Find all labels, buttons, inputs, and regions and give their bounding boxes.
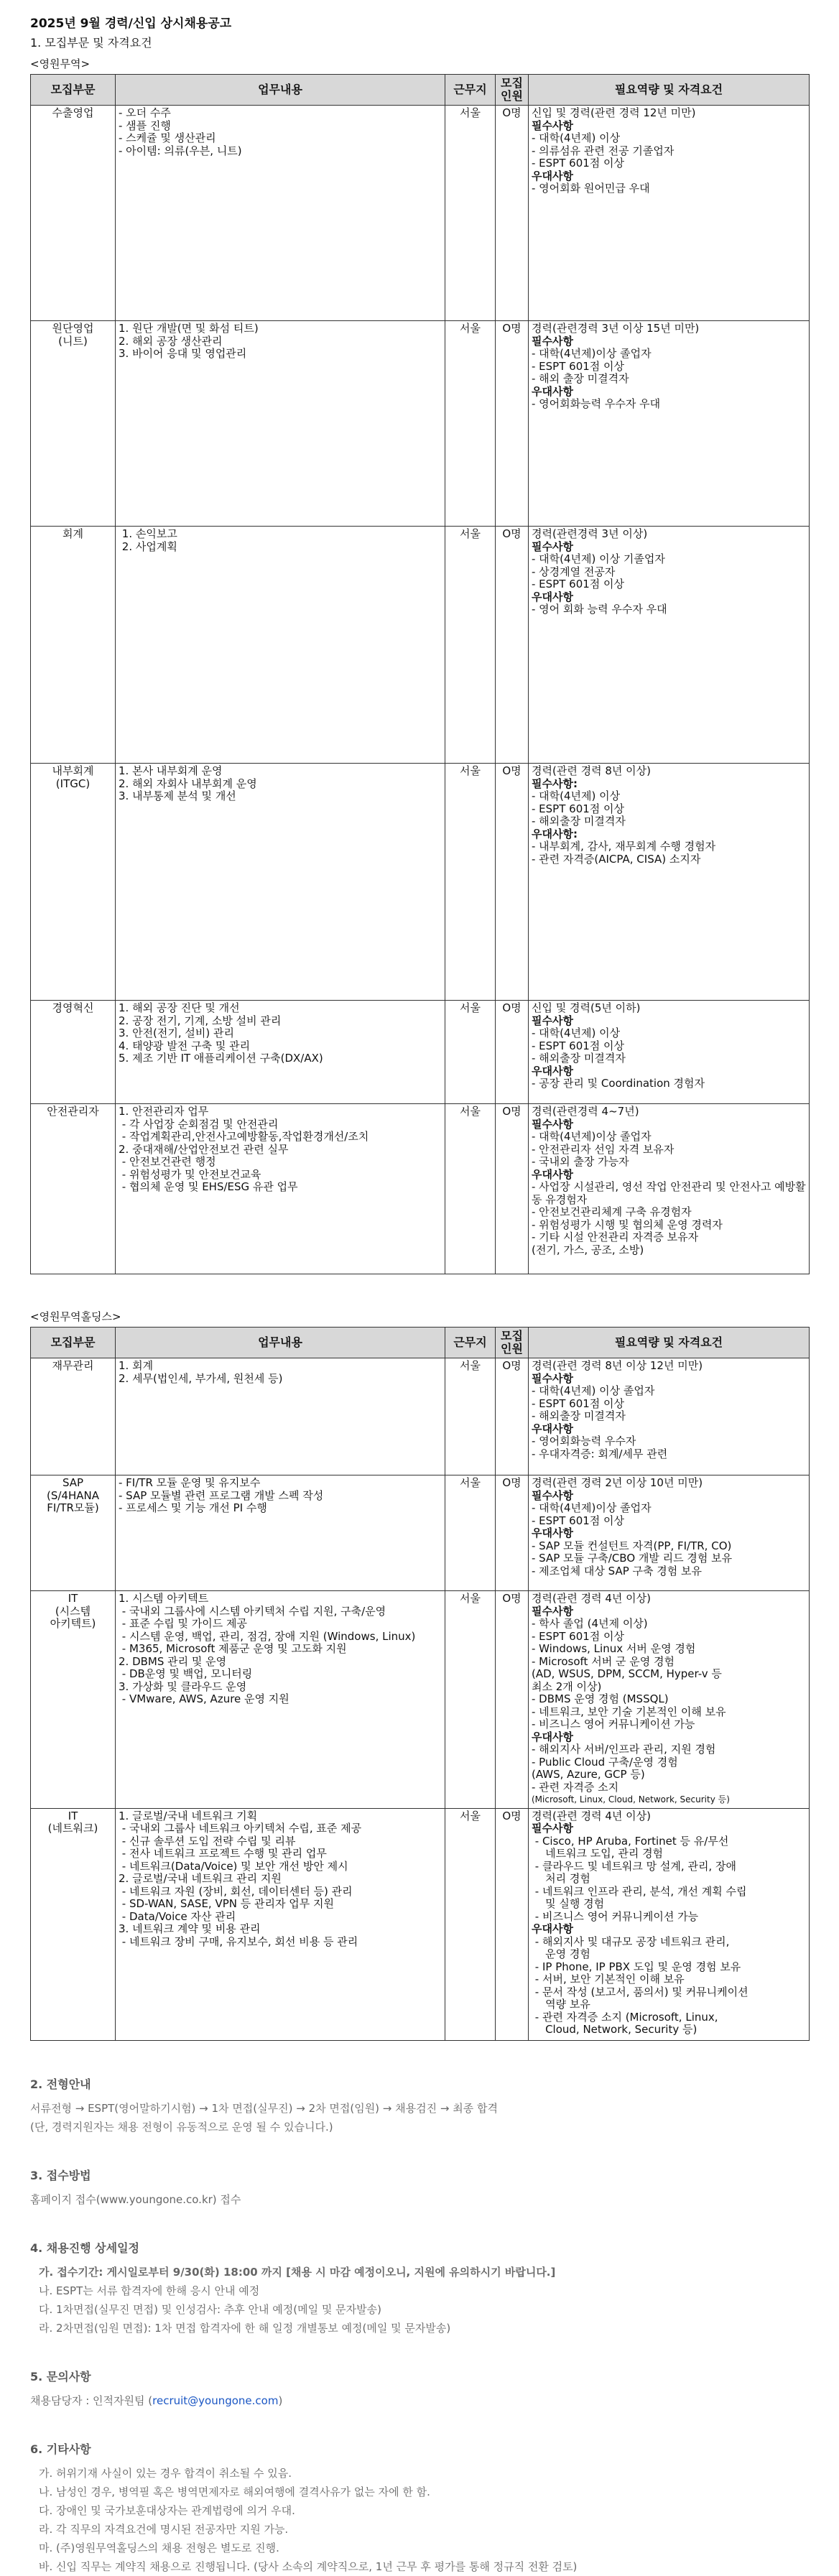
duty-line: - SAP 모듈별 관련 프로그램 개발 스펙 작성 bbox=[119, 1488, 324, 1502]
headcount-cell: O명 bbox=[496, 1104, 529, 1274]
requirement-line: - 우대자격증: 회계/세무 관련 bbox=[532, 1447, 668, 1460]
requirement-line: - 기타 시설 안전관리 자격증 보유자 bbox=[532, 1231, 699, 1243]
requirement-heading: 필수사항 bbox=[532, 1604, 573, 1618]
requirement-line: - IP Phone, IP PBX 도입 및 운영 경험 보유 bbox=[532, 1960, 741, 1973]
requirement-line: - 대학(4년제) 이상 bbox=[532, 1027, 621, 1039]
requirement-line: - ESPT 601점 이상 bbox=[532, 157, 625, 170]
requirement-line: - 해외지사 서버/인프라 관리, 지원 경험 bbox=[532, 1743, 716, 1756]
requirement-line: 운영 경험 bbox=[532, 1947, 590, 1960]
dept-cell: 경영혁신 bbox=[31, 1001, 116, 1104]
dept-cell: IT (네트워크) bbox=[31, 1808, 116, 2040]
requirement-line: 경력(관련 경력 4년 이상) bbox=[532, 1592, 651, 1605]
headcount-cell: O명 bbox=[496, 1001, 529, 1104]
table-row bbox=[31, 764, 810, 1001]
table-row bbox=[31, 1001, 810, 1104]
requirement-line: 처리 경험 bbox=[532, 1872, 590, 1885]
headcount-cell: O명 bbox=[496, 1808, 529, 2040]
location-cell: 서울 bbox=[445, 527, 496, 764]
duty-line: 1. 해외 공장 진단 및 개선 bbox=[119, 1001, 240, 1014]
duty-line: - 네트워크(Data/Voice) 및 보안 개선 방안 제시 bbox=[119, 1859, 348, 1873]
duty-line: 1. 안전관리자 업무 bbox=[119, 1105, 209, 1118]
section-6-line: 나. 남성인 경우, 병역필 혹은 병역면제자로 해외여행에 결격사유가 없는 자에 한 함. bbox=[39, 2485, 430, 2498]
requirements-cell bbox=[529, 1358, 810, 1475]
requirement-line: 경력(관련경력 4~7년) bbox=[532, 1105, 639, 1118]
page-title: 2025년 9월 경력/신입 상시채용공고 bbox=[30, 17, 232, 31]
dept-cell: 원단영업 (니트) bbox=[31, 321, 116, 527]
headcount-cell: O명 bbox=[496, 1475, 529, 1591]
duties-cell bbox=[116, 1001, 445, 1104]
duty-line: 1. 회계 bbox=[119, 1359, 154, 1372]
table-row bbox=[31, 1591, 810, 1809]
table-row bbox=[31, 527, 810, 764]
section-2-line: 서류전형 → ESPT(영어말하기시험) → 1차 면접(실무진) → 2차 면접(임원) → 채용검진 → 최종 합격 bbox=[30, 2101, 498, 2115]
requirement-line: - ESPT 601점 이상 bbox=[532, 578, 625, 590]
requirement-line: - 제조업체 대상 SAP 구축 경험 보유 bbox=[532, 1564, 703, 1577]
requirement-heading: 필수사항 bbox=[532, 1371, 573, 1385]
requirement-heading: 필수사항 bbox=[532, 1014, 573, 1027]
requirement-line: 경력(관련경력 3년 이상) bbox=[532, 527, 648, 540]
requirement-heading: 우대사항 bbox=[532, 1730, 573, 1743]
section-4-line: 다. 1차면접(실무진 면접) 및 인성검사: 추후 안내 예정(메일 및 문자발송) bbox=[39, 2302, 381, 2316]
column-header: 모집 인원 bbox=[496, 75, 529, 106]
location-cell: 서울 bbox=[445, 321, 496, 527]
section-2-line: (단, 경력지원자는 채용 전형이 유동적으로 운영 될 수 있습니다.) bbox=[30, 2120, 333, 2133]
section-6-line: 마. (주)영원무역홀딩스의 채용 전형은 별도로 진행. bbox=[39, 2541, 279, 2554]
duty-line: 1. 손익보고 bbox=[119, 527, 177, 540]
duties-cell bbox=[116, 1475, 445, 1591]
requirement-line: - 관련 자격증 소지 bbox=[532, 1780, 619, 1794]
requirement-line: - 대학(4년제) 이상 bbox=[532, 131, 621, 144]
requirement-line: - 안전보건관리체계 구축 유경험자 bbox=[532, 1205, 692, 1218]
duty-line: - 신규 솔루션 도입 전략 수립 및 리뷰 bbox=[119, 1834, 296, 1848]
requirement-line: 네트워크 도입, 관리 경험 bbox=[532, 1847, 664, 1860]
table-header-row bbox=[31, 1328, 810, 1358]
requirement-line: 경력(관련 경력 8년 이상 12년 미만) bbox=[532, 1359, 703, 1372]
section-6-line: 다. 장애인 및 국가보훈대상자는 관계법령에 의거 우대. bbox=[39, 2503, 295, 2517]
table-row bbox=[31, 1104, 810, 1274]
requirement-heading: 우대사항 bbox=[532, 1064, 573, 1078]
requirement-line: 및 실행 경험 bbox=[532, 1897, 605, 1910]
duty-line: - 작업계획관리,안전사고예방활동,작업환경개선/조치 bbox=[119, 1130, 369, 1143]
requirement-line: - 영어회화능력 우수자 bbox=[532, 1435, 636, 1447]
table-row bbox=[31, 106, 810, 321]
requirement-line: - 네트워크 인프라 관리, 분석, 개선 계획 수립 bbox=[532, 1884, 747, 1898]
requirement-line: - 사업장 시설관리, 영선 작업 안전관리 및 안전사고 예방활동 유경험자 bbox=[532, 1180, 806, 1206]
column-header: 모집 인원 bbox=[496, 1328, 529, 1358]
duties-cell bbox=[116, 106, 445, 321]
duty-line: 1. 본사 내부회계 운영 bbox=[119, 764, 223, 777]
requirement-line: - ESPT 601점 이상 bbox=[532, 1039, 625, 1052]
requirement-line: - 공장 관리 및 Coordination 경험자 bbox=[532, 1077, 705, 1090]
requirement-line: - DBMS 운영 경험 (MSSQL) bbox=[532, 1692, 669, 1705]
duties-cell bbox=[116, 1808, 445, 2040]
requirements-cell bbox=[529, 1104, 810, 1274]
dept-cell: 안전관리자 bbox=[31, 1104, 116, 1274]
column-header: 업무내용 bbox=[116, 1328, 445, 1358]
duty-line: - 위험성평가 및 안전보건교육 bbox=[119, 1167, 261, 1181]
requirement-line: - ESPT 601점 이상 bbox=[532, 1514, 625, 1527]
duty-line: 2. 사업계획 bbox=[119, 539, 177, 553]
requirement-line: - 영어회화능력 우수자 우대 bbox=[532, 397, 661, 410]
requirement-heading: 필수사항 bbox=[532, 1117, 573, 1131]
section-6 bbox=[30, 2440, 809, 2576]
duty-line: 2. 공장 전기, 기계, 소방 설비 관리 bbox=[119, 1014, 282, 1027]
guide-sections bbox=[30, 2075, 809, 2576]
table-header-row bbox=[31, 75, 810, 106]
duty-line: - 국내외 그룹사에 시스템 아키텍처 수립 지원, 구축/운영 bbox=[119, 1604, 386, 1618]
duty-line: 1. 글로벌/국내 네트워크 기획 bbox=[119, 1809, 258, 1822]
requirement-line: - ESPT 601점 이상 bbox=[532, 1396, 625, 1410]
section-2-heading: 2. 전형안내 bbox=[30, 2077, 91, 2091]
section-1-heading: 1. 모집부문 및 자격요건 bbox=[30, 36, 152, 50]
duty-line: - Data/Voice 자산 관리 bbox=[119, 1909, 236, 1923]
duty-line: - 프로세스 및 기능 개선 PI 수행 bbox=[119, 1501, 267, 1514]
requirement-line: - 클라우드 및 네트워크 망 설계, 관리, 장애 bbox=[532, 1859, 736, 1873]
requirement-line: 신입 및 경력(5년 이하) bbox=[532, 1001, 641, 1014]
requirement-line: - Windows, Linux 서버 운영 경험 bbox=[532, 1642, 696, 1655]
requirement-line: - 국내외 출장 가능자 bbox=[532, 1155, 629, 1168]
requirement-line: - 관련 자격증(AICPA, CISA) 소지자 bbox=[532, 852, 701, 866]
group-name: <영원무역홀딩스> bbox=[30, 1310, 121, 1323]
duty-line: 3. 네트워크 계약 및 비용 관리 bbox=[119, 1922, 261, 1935]
group-name: <영원무역> bbox=[30, 57, 91, 70]
duty-line: - 네트워크 자원 (장비, 회선, 데이터센터 등) 관리 bbox=[119, 1884, 353, 1898]
duty-line: - 네트워크 장비 구매, 유지보수, 회선 비용 등 관리 bbox=[119, 1935, 358, 1948]
requirement-heading: 필수사항 bbox=[532, 1822, 573, 1835]
dept-cell: SAP (S/4HANA FI/TR모듈) bbox=[31, 1475, 116, 1591]
location-cell: 서울 bbox=[445, 1475, 496, 1591]
duties-cell bbox=[116, 527, 445, 764]
requirement-line: - 비즈니스 영어 커뮤니케이션 가능 bbox=[532, 1909, 699, 1923]
duty-line: 2. 글로벌/국내 네트워크 관리 지원 bbox=[119, 1872, 282, 1885]
headcount-cell: O명 bbox=[496, 1358, 529, 1475]
dept-cell: 수출영업 bbox=[31, 106, 116, 321]
requirement-line: - ESPT 601점 이상 bbox=[532, 359, 625, 373]
requirement-heading: 우대사항 bbox=[532, 1526, 573, 1539]
location-cell: 서울 bbox=[445, 1591, 496, 1809]
requirement-line: - 대학(4년제)이상 졸업자 bbox=[532, 1130, 652, 1143]
duty-line: - 표준 수립 및 가이드 제공 bbox=[119, 1617, 247, 1630]
requirement-line: - 해외출장 미결격자 bbox=[532, 1052, 626, 1065]
requirement-line: - 대학(4년제) 이상 졸업자 bbox=[532, 1384, 655, 1397]
duty-line: - FI/TR 모듈 운영 및 유지보수 bbox=[119, 1476, 261, 1489]
headcount-cell: O명 bbox=[496, 106, 529, 321]
duty-line: - 오더 수주 bbox=[119, 106, 171, 119]
duty-line: - 시스템 운영, 백업, 관리, 점검, 장애 지원 (Windows, Linux) bbox=[119, 1629, 416, 1643]
location-cell: 서울 bbox=[445, 106, 496, 321]
requirements-cell bbox=[529, 527, 810, 764]
headcount-cell: O명 bbox=[496, 527, 529, 764]
requirement-line: (Microsoft, Linux, Cloud, Network, Security 등) bbox=[532, 1794, 730, 1804]
requirement-line: - 해외출장 미결격자 bbox=[532, 1409, 626, 1422]
location-cell: 서울 bbox=[445, 1358, 496, 1475]
column-header: 모집부문 bbox=[31, 1328, 116, 1358]
headcount-cell: O명 bbox=[496, 1591, 529, 1809]
section-3-heading: 3. 접수방법 bbox=[30, 2168, 91, 2182]
section-4-line: 라. 2차면접(임원 면접): 1차 면접 합격자에 한 해 일정 개별통보 예정(메일 및 문자발송) bbox=[39, 2321, 451, 2335]
dept-cell: 재무관리 bbox=[31, 1358, 116, 1475]
requirement-line: - SAP 모듈 컨설턴트 자격(PP, FI/TR, CO) bbox=[532, 1539, 732, 1552]
requirement-heading: 필수사항 bbox=[532, 539, 573, 553]
duty-line: - DB운영 및 백업, 모니터링 bbox=[119, 1667, 253, 1680]
section-3 bbox=[30, 2167, 809, 2209]
section-4-heading: 4. 채용진행 상세일정 bbox=[30, 2241, 139, 2255]
duty-line: - 아이템: 의류(우븐, 니트) bbox=[119, 144, 242, 157]
duties-cell bbox=[116, 1591, 445, 1809]
section-5-heading: 5. 문의사항 bbox=[30, 2369, 91, 2383]
requirement-line: 최소 2개 이상) bbox=[532, 1680, 602, 1693]
duty-line: 2. 해외 자회사 내부회계 운영 bbox=[119, 777, 257, 790]
section-6-heading: 6. 기타사항 bbox=[30, 2442, 91, 2456]
requirement-heading: 우대사항 bbox=[532, 1167, 573, 1181]
requirement-line: 경력(관련 경력 8년 이상) bbox=[532, 764, 651, 777]
requirement-line: - ESPT 601점 이상 bbox=[532, 1629, 625, 1643]
requirements-cell bbox=[529, 1808, 810, 2040]
section-4 bbox=[30, 2239, 809, 2338]
section-2 bbox=[30, 2075, 809, 2136]
location-cell: 서울 bbox=[445, 764, 496, 1001]
requirements-cell bbox=[529, 1591, 810, 1809]
requirement-line: - 안전관리자 선임 자격 보유자 bbox=[532, 1142, 675, 1156]
duty-line: - VMware, AWS, Azure 운영 지원 bbox=[119, 1692, 289, 1705]
duty-line: 5. 제조 기반 IT 애플리케이션 구축(DX/AX) bbox=[119, 1052, 323, 1065]
duty-line: 2. 해외 공장 생산관리 bbox=[119, 334, 223, 348]
location-cell: 서울 bbox=[445, 1001, 496, 1104]
duty-line: - 전사 네트워크 프로젝트 수행 및 관리 업무 bbox=[119, 1847, 327, 1860]
requirement-line: (전기, 가스, 공조, 소방) bbox=[532, 1243, 644, 1256]
dept-cell: IT (시스템 아키텍트) bbox=[31, 1591, 116, 1809]
requirement-line: - 대학(4년제)이상 졸업자 bbox=[532, 347, 652, 360]
requirement-heading: 우대사항: bbox=[532, 827, 578, 840]
requirement-line: 경력(관련 경력 4년 이상) bbox=[532, 1809, 651, 1822]
duty-line: 3. 내부통제 분석 및 개선 bbox=[119, 789, 236, 802]
table-row bbox=[31, 321, 810, 527]
requirement-heading: 우대사항 bbox=[532, 1922, 573, 1935]
table-row bbox=[31, 1358, 810, 1475]
requirement-line: - ESPT 601점 이상 bbox=[532, 802, 625, 815]
requirements-cell bbox=[529, 106, 810, 321]
requirement-heading: 필수사항: bbox=[532, 777, 578, 790]
duties-cell bbox=[116, 764, 445, 1001]
requirement-line: - 해외 출장 미결격자 bbox=[532, 372, 629, 385]
contact-prefix: 채용담당자 : 인적자원팀 ( bbox=[30, 2394, 153, 2407]
requirement-line: - 내부회계, 감사, 재무회계 수행 경험자 bbox=[532, 840, 716, 853]
duty-line: - SD-WAN, SASE, VPN 등 관리자 업무 지원 bbox=[119, 1897, 334, 1910]
requirement-line: - 관련 자격증 소지 (Microsoft, Linux, bbox=[532, 2010, 718, 2024]
duty-line: - 국내외 그룹사 네트워크 아키텍처 수립, 표준 제공 bbox=[119, 1822, 362, 1835]
headcount-cell: O명 bbox=[496, 321, 529, 527]
requirement-line: 경력(관련 경력 2년 이상 10년 미만) bbox=[532, 1476, 703, 1489]
requirement-heading: 필수사항 bbox=[532, 1488, 573, 1502]
column-header: 모집부문 bbox=[31, 75, 116, 106]
duty-line: 2. 세무(법인세, 부가세, 원천세 등) bbox=[119, 1371, 283, 1385]
table-row bbox=[31, 1475, 810, 1591]
requirement-line: Cloud, Network, Security 등) bbox=[532, 2023, 697, 2036]
duty-line: - 각 사업장 순회점검 및 안전관리 bbox=[119, 1117, 279, 1131]
requirement-line: - 문서 작성 (보고서, 품의서) 및 커뮤니케이션 bbox=[532, 1985, 748, 1998]
section-6-line: 라. 각 직무의 자격요건에 명시된 전공자만 지원 가능. bbox=[39, 2522, 289, 2536]
requirement-line: - 대학(4년제) 이상 기졸업자 bbox=[532, 552, 665, 565]
requirement-line: 신입 및 경력(관련 경력 12년 미만) bbox=[532, 106, 696, 119]
requirement-line: - 영어 회화 능력 우수자 우대 bbox=[532, 603, 667, 616]
duties-cell bbox=[116, 321, 445, 527]
duty-line: 3. 가상화 및 클라우드 운영 bbox=[119, 1680, 247, 1693]
duty-line: - 샘플 진행 bbox=[119, 119, 171, 132]
requirements-cell bbox=[529, 764, 810, 1001]
requirement-line: (AD, WSUS, DPM, SCCM, Hyper-v 등 bbox=[532, 1667, 722, 1680]
requirement-line: (AWS, Azure, GCP 등) bbox=[532, 1768, 645, 1781]
requirement-line: - 의류섬유 관련 전공 기졸업자 bbox=[532, 144, 675, 157]
location-cell: 서울 bbox=[445, 1104, 496, 1274]
requirement-line: 경력(관련경력 3년 이상 15년 미만) bbox=[532, 322, 700, 335]
duty-line: - 스케쥴 및 생산관리 bbox=[119, 131, 216, 144]
requirement-line: - 서버, 보안 기본적인 이해 보유 bbox=[532, 1973, 685, 1986]
duty-line: 3. 바이어 응대 및 영업관리 bbox=[119, 347, 247, 360]
recruitment-table bbox=[30, 74, 810, 1274]
section-6-line: 가. 허위기재 사실이 있는 경우 합격이 취소될 수 있음. bbox=[39, 2466, 292, 2480]
contact-line bbox=[30, 2391, 809, 2410]
requirement-line: - 비즈니스 영어 커뮤니케이션 가능 bbox=[532, 1718, 695, 1731]
duty-line: 1. 시스템 아키텍트 bbox=[119, 1592, 209, 1605]
recruit-email-link[interactable]: recruit@youngone.com bbox=[152, 2394, 279, 2407]
duty-line: - M365, Microsoft 제품군 운영 및 고도화 지원 bbox=[119, 1642, 347, 1655]
requirement-heading: 우대사항 bbox=[532, 169, 573, 182]
requirement-line: - SAP 모듈 구축/CBO 개발 리드 경험 보유 bbox=[532, 1552, 733, 1565]
requirement-heading: 우대사항 bbox=[532, 384, 573, 398]
duty-line: 1. 원단 개발(면 및 화섬 티트) bbox=[119, 322, 259, 335]
column-header: 필요역량 및 자격요건 bbox=[529, 1328, 810, 1358]
requirement-heading: 우대사항 bbox=[532, 590, 573, 603]
requirement-line: 역량 보유 bbox=[532, 1998, 590, 2011]
duty-line: 3. 안전(전기, 설비) 관리 bbox=[119, 1027, 235, 1039]
requirement-line: - 대학(4년제) 이상 bbox=[532, 789, 621, 802]
duty-line: 4. 태양광 발전 구축 및 관리 bbox=[119, 1039, 251, 1052]
location-cell: 서울 bbox=[445, 1808, 496, 2040]
requirement-line: - 학사 졸업 (4년제 이상) bbox=[532, 1617, 648, 1630]
duty-line: 2. DBMS 관리 및 운영 bbox=[119, 1654, 227, 1668]
requirement-line: - Microsoft 서버 군 운영 경험 bbox=[532, 1654, 675, 1668]
requirements-cell bbox=[529, 1001, 810, 1104]
requirement-line: - 네트워크, 보안 기술 기본적인 이해 보유 bbox=[532, 1705, 726, 1718]
duties-cell bbox=[116, 1358, 445, 1475]
column-header: 필요역량 및 자격요건 bbox=[529, 75, 810, 106]
requirement-line: - 해외출장 미결격자 bbox=[532, 815, 626, 828]
requirements-cell bbox=[529, 321, 810, 527]
duty-line: - 협의체 운영 및 EHS/ESG 유관 업무 bbox=[119, 1180, 298, 1193]
requirement-heading: 우대사항 bbox=[532, 1422, 573, 1435]
recruitment-groups bbox=[30, 56, 809, 2041]
requirements-cell bbox=[529, 1475, 810, 1591]
duty-line: - 안전보건관련 행정 bbox=[119, 1155, 216, 1168]
requirement-line: - 해외지사 및 대규모 공장 네트워크 관리, bbox=[532, 1935, 730, 1948]
section-6-line: 바. 신입 직무는 계약직 채용으로 진행됩니다. (당사 소속의 계약직으로, 1년 근무 후 평가를 통해 정규직 전환 검토) bbox=[39, 2559, 578, 2573]
recruitment-table bbox=[30, 1327, 810, 2041]
dept-cell: 내부회계 (ITGC) bbox=[31, 764, 116, 1001]
headcount-cell: O명 bbox=[496, 764, 529, 1001]
table-row bbox=[31, 1808, 810, 2040]
requirement-line: - 영어회화 원어민급 우대 bbox=[532, 182, 650, 195]
column-header: 근무지 bbox=[445, 1328, 496, 1358]
section-4-line: 나. ESPT는 서류 합격자에 한해 응시 안내 예정 bbox=[39, 2284, 260, 2297]
requirement-line: - Cisco, HP Aruba, Fortinet 등 유/무선 bbox=[532, 1834, 729, 1848]
section-5 bbox=[30, 2368, 809, 2410]
requirement-heading: 필수사항 bbox=[532, 334, 573, 348]
requirement-heading: 필수사항 bbox=[532, 119, 573, 132]
contact-suffix: ) bbox=[278, 2394, 283, 2407]
duty-line: 2. 중대재해/산업안전보건 관련 실무 bbox=[119, 1142, 289, 1156]
requirement-line: - Public Cloud 구축/운영 경험 bbox=[532, 1755, 678, 1769]
duties-cell bbox=[116, 1104, 445, 1274]
section-3-line: 홈페이지 접수(www.youngone.co.kr) 접수 bbox=[30, 2192, 241, 2206]
requirement-line: - 상경계열 전공자 bbox=[532, 565, 616, 578]
application-period: 가. 접수기간: 게시일로부터 9/30(화) 18:00 까지 [채용 시 마감 예정이오니, 지원에 유의하시기 바랍니다.] bbox=[39, 2265, 556, 2279]
requirement-line: - 대학(4년제)이상 졸업자 bbox=[532, 1501, 652, 1514]
column-header: 근무지 bbox=[445, 75, 496, 106]
column-header: 업무내용 bbox=[116, 75, 445, 106]
requirement-line: - 위험성평가 시행 및 협의체 운영 경력자 bbox=[532, 1218, 723, 1231]
dept-cell: 회계 bbox=[31, 527, 116, 764]
